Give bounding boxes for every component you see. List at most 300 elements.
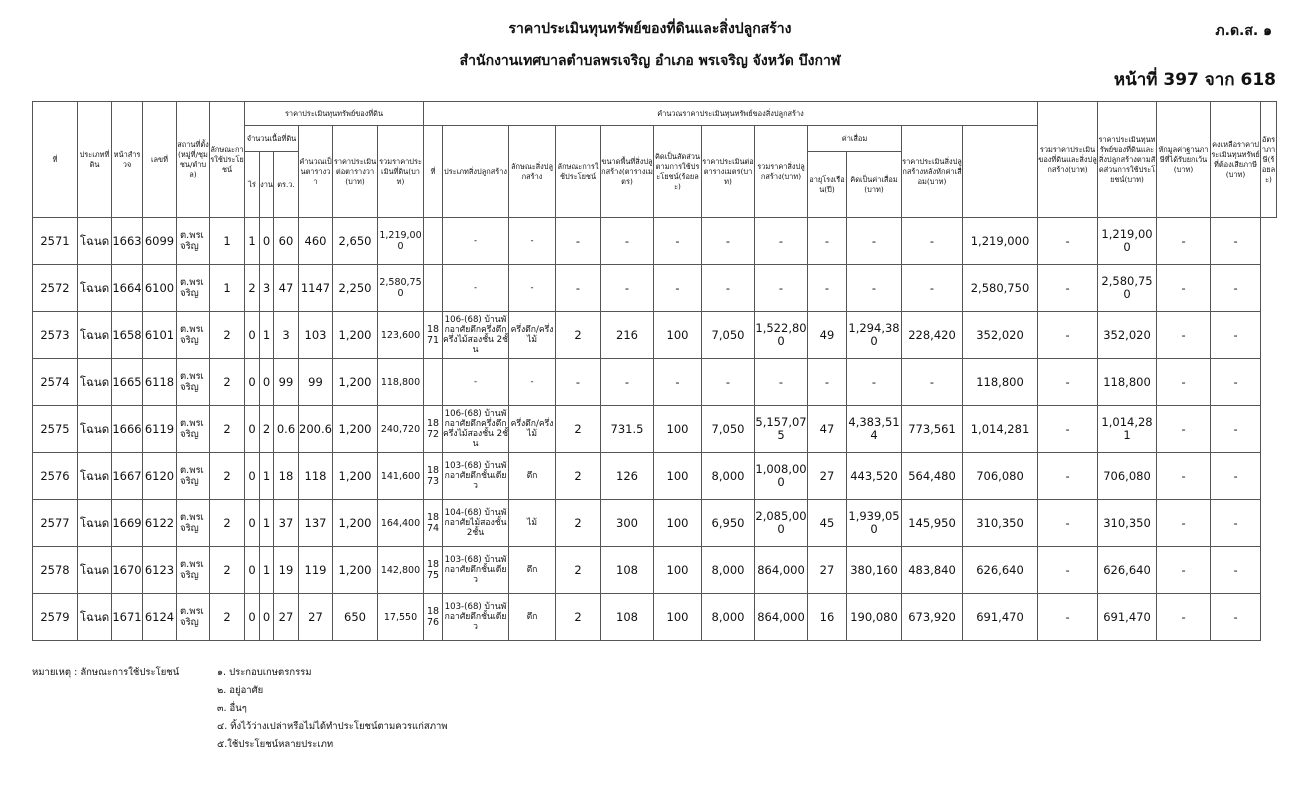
col-header-building-no: ที่ xyxy=(424,126,443,218)
col-header-building-kind: ลักษณะสิ่งปลูกสร้าง xyxy=(509,126,556,218)
cell-ngan: 1 xyxy=(260,500,274,547)
cell-b-no: 1875 xyxy=(424,547,443,594)
table-row xyxy=(33,218,1277,265)
col-header-age: อายุโรงเรือน(ปี) xyxy=(808,152,847,218)
cell-price: 1,200 xyxy=(333,359,378,406)
cell-remain: - xyxy=(1157,359,1211,406)
cell-b-no xyxy=(424,359,443,406)
cell-rate: - xyxy=(1211,312,1261,359)
cell-rai: 0 xyxy=(245,453,260,500)
col-header-building-net: ราคาประเมินสิ่งปลูกสร้างหลังหักค่าเสื่อม(บาท) xyxy=(902,126,963,218)
col-header-building-use: ลักษณะการใช้ประโยชน์ xyxy=(556,126,601,218)
cell-b-area: 126 xyxy=(601,453,654,500)
cell-price: 1,200 xyxy=(333,547,378,594)
col-header-land-type: ประเภทที่ดิน xyxy=(78,102,112,218)
cell-b-kind: ตึก xyxy=(509,594,556,641)
cell-prop: - xyxy=(1038,594,1098,641)
cell-page: 1670 xyxy=(112,547,143,594)
col-header-rai: ไร่ xyxy=(245,152,260,218)
cell-total: 1,014,281 xyxy=(963,406,1038,453)
cell-b-kind: ครึ่งตึก/ครึ่งไม้ xyxy=(509,312,556,359)
cell-b-total: - xyxy=(755,265,808,312)
cell-calc: 137 xyxy=(299,500,333,547)
cell-b-type: 106-(68) บ้านพักอาศัยตึกครึ่งตึกครึ่งไม้สองชั้น 2ชั้น xyxy=(443,406,509,453)
cell-rai: 2 xyxy=(245,265,260,312)
cell-remain: - xyxy=(1157,312,1211,359)
cell-loc: ต.พรเจริญ xyxy=(177,265,210,312)
cell-b-no xyxy=(424,265,443,312)
cell-b-use: 2 xyxy=(556,406,601,453)
cell-wa: 99 xyxy=(274,359,299,406)
cell-b-kind: - xyxy=(509,359,556,406)
cell-b-no: 1874 xyxy=(424,500,443,547)
cell-b-area: 108 xyxy=(601,594,654,641)
cell-b-total: 864,000 xyxy=(755,547,808,594)
cell-b-price: 8,000 xyxy=(702,594,755,641)
cell-total: 118,800 xyxy=(963,359,1038,406)
cell-loc: ต.พรเจริญ xyxy=(177,594,210,641)
col-header-price-per-wa: ราคาประเมินต่อตารางวา(บาท) xyxy=(333,126,378,218)
col-header-use-type: ลักษณะการใช้ประโยชน์ xyxy=(210,102,245,218)
cell-land-type: โฉนด xyxy=(78,406,112,453)
col-header-deduction: หักมูลค่าฐานภาษีที่ได้รับยกเว้น(บาท) xyxy=(1157,102,1211,218)
cell-no: 2572 xyxy=(33,265,78,312)
cell-ngan: 0 xyxy=(260,218,274,265)
table-row xyxy=(33,406,1277,453)
cell-deduct: 1,219,000 xyxy=(1098,218,1157,265)
cell-loc: ต.พรเจริญ xyxy=(177,500,210,547)
cell-wa: 60 xyxy=(274,218,299,265)
cell-land-type: โฉนด xyxy=(78,547,112,594)
cell-total: 691,470 xyxy=(963,594,1038,641)
col-header-ngan: งาน xyxy=(260,152,274,218)
cell-b-net: - xyxy=(902,359,963,406)
cell-rate: - xyxy=(1211,218,1261,265)
cell-b-kind: ไม้ xyxy=(509,500,556,547)
cell-b-total: 1,522,800 xyxy=(755,312,808,359)
cell-dep: 380,160 xyxy=(847,547,902,594)
cell-dep: - xyxy=(847,359,902,406)
cell-land-total: 2,580,750 xyxy=(378,265,424,312)
cell-b-use: 2 xyxy=(556,500,601,547)
cell-rai: 0 xyxy=(245,594,260,641)
cell-prop: - xyxy=(1038,359,1098,406)
cell-rai: 0 xyxy=(245,312,260,359)
cell-b-no: 1872 xyxy=(424,406,443,453)
table-row xyxy=(33,312,1277,359)
cell-b-area: 300 xyxy=(601,500,654,547)
cell-land-total: 141,600 xyxy=(378,453,424,500)
col-header-wa: ตร.ว. xyxy=(274,152,299,218)
cell-page: 1664 xyxy=(112,265,143,312)
cell-b-pct: 100 xyxy=(654,547,702,594)
cell-page: 1669 xyxy=(112,500,143,547)
cell-no: 2575 xyxy=(33,406,78,453)
cell-b-net: 773,561 xyxy=(902,406,963,453)
form-code: ภ.ด.ส. ๑ xyxy=(1215,23,1272,39)
report-title: ราคาประเมินทุนทรัพย์ของที่ดินและสิ่งปลูกสร้าง xyxy=(508,21,792,37)
office-name: สำนักงานเทศบาลตำบลพรเจริญ อำเภอ พรเจริญ จังหวัด บึงกาฬ xyxy=(459,53,841,69)
cell-no: 2571 xyxy=(33,218,78,265)
col-header-building-total: รวมราคาสิ่งปลูกสร้าง(บาท) xyxy=(755,126,808,218)
cell-rate: - xyxy=(1211,359,1261,406)
col-header-remaining: คงเหลือราคาประเมินทุนทรัพย์ที่ต้องเสียภาษี(บาท) xyxy=(1211,102,1261,218)
cell-prop: - xyxy=(1038,218,1098,265)
cell-price: 2,650 xyxy=(333,218,378,265)
cell-ngan: 1 xyxy=(260,547,274,594)
cell-b-net: 673,920 xyxy=(902,594,963,641)
cell-b-area: 731.5 xyxy=(601,406,654,453)
cell-b-pct: 100 xyxy=(654,500,702,547)
cell-land-total: 142,800 xyxy=(378,547,424,594)
cell-rai: 0 xyxy=(245,547,260,594)
cell-use: 2 xyxy=(210,453,245,500)
cell-b-use: 2 xyxy=(556,312,601,359)
cell-age: - xyxy=(808,218,847,265)
cell-num: 6122 xyxy=(143,500,177,547)
cell-num: 6124 xyxy=(143,594,177,641)
cell-num: 6120 xyxy=(143,453,177,500)
cell-use: 2 xyxy=(210,500,245,547)
cell-total: 310,350 xyxy=(963,500,1038,547)
cell-age: 49 xyxy=(808,312,847,359)
table-row xyxy=(33,265,1277,312)
cell-num: 6100 xyxy=(143,265,177,312)
cell-price: 1,200 xyxy=(333,453,378,500)
col-header-land-total: รวมราคาประเมินที่ดิน(บาท) xyxy=(378,126,424,218)
cell-age: 27 xyxy=(808,453,847,500)
cell-b-use: 2 xyxy=(556,547,601,594)
cell-b-total: 5,157,075 xyxy=(755,406,808,453)
col-header-building-area: ขนาดพื้นที่สิ่งปลูกสร้าง(ตารางเมตร) xyxy=(601,126,654,218)
cell-b-area: 216 xyxy=(601,312,654,359)
group-header-depreciation: ค่าเสื่อม xyxy=(808,126,902,152)
cell-prop: - xyxy=(1038,312,1098,359)
cell-use: 2 xyxy=(210,594,245,641)
table-row xyxy=(33,594,1277,641)
cell-deduct: 706,080 xyxy=(1098,453,1157,500)
note-item: ๕.ใช้ประโยชน์หลายประเภท xyxy=(217,739,334,750)
cell-b-total: - xyxy=(755,218,808,265)
cell-total: 626,640 xyxy=(963,547,1038,594)
cell-rate: - xyxy=(1211,547,1261,594)
cell-wa: 19 xyxy=(274,547,299,594)
note-item: ๒. อยู่อาศัย xyxy=(217,685,264,696)
cell-b-pct: 100 xyxy=(654,453,702,500)
cell-price: 1,200 xyxy=(333,312,378,359)
cell-b-no xyxy=(424,218,443,265)
cell-prop: - xyxy=(1038,453,1098,500)
cell-deduct: 1,014,281 xyxy=(1098,406,1157,453)
table-body xyxy=(33,218,1277,641)
cell-dep: 1,294,380 xyxy=(847,312,902,359)
cell-num: 6118 xyxy=(143,359,177,406)
cell-land-type: โฉนด xyxy=(78,218,112,265)
cell-no: 2577 xyxy=(33,500,78,547)
cell-b-pct: - xyxy=(654,359,702,406)
cell-no: 2579 xyxy=(33,594,78,641)
cell-calc: 200.6 xyxy=(299,406,333,453)
cell-total: 2,580,750 xyxy=(963,265,1038,312)
cell-rate: - xyxy=(1211,406,1261,453)
cell-b-type: 103-(68) บ้านพักอาศัยตึกชั้นเดียว xyxy=(443,453,509,500)
cell-deduct: 691,470 xyxy=(1098,594,1157,641)
table-row xyxy=(33,547,1277,594)
cell-age: - xyxy=(808,265,847,312)
cell-remain: - xyxy=(1157,547,1211,594)
cell-b-pct: - xyxy=(654,218,702,265)
col-header-total-value: รวมราคาประเมินของที่ดินและสิ่งปลูกสร้าง(บาท) xyxy=(1038,102,1098,218)
cell-b-pct: 100 xyxy=(654,594,702,641)
cell-remain: - xyxy=(1157,594,1211,641)
col-header-building-price-sqm: ราคาประเมินต่อตารางเมตร(บาท) xyxy=(702,126,755,218)
cell-deduct: 310,350 xyxy=(1098,500,1157,547)
cell-rai: 0 xyxy=(245,500,260,547)
cell-num: 6119 xyxy=(143,406,177,453)
cell-price: 650 xyxy=(333,594,378,641)
cell-prop: - xyxy=(1038,406,1098,453)
cell-land-total: 123,600 xyxy=(378,312,424,359)
cell-ngan: 2 xyxy=(260,406,274,453)
cell-b-type: 106-(68) บ้านพักอาศัยตึกครึ่งตึกครึ่งไม้สองชั้น 2ชั้น xyxy=(443,312,509,359)
cell-b-total: 864,000 xyxy=(755,594,808,641)
cell-dep: 443,520 xyxy=(847,453,902,500)
cell-use: 1 xyxy=(210,265,245,312)
note-item: ๓. อื่นๆ xyxy=(217,703,247,714)
cell-remain: - xyxy=(1157,406,1211,453)
cell-wa: 37 xyxy=(274,500,299,547)
group-header-area: จำนวนเนื้อที่ดิน xyxy=(245,126,299,152)
cell-ngan: 0 xyxy=(260,359,274,406)
cell-price: 2,250 xyxy=(333,265,378,312)
cell-price: 1,200 xyxy=(333,500,378,547)
col-header-survey-page: หน้าสำรวจ xyxy=(112,102,143,218)
cell-b-use: - xyxy=(556,265,601,312)
note-item: ๑. ประกอบเกษตรกรรม xyxy=(217,667,312,678)
table-row xyxy=(33,500,1277,547)
group-header-land: ราคาประเมินทุนทรัพย์ของที่ดิน xyxy=(245,102,424,126)
note-item: ๔. ทิ้งไว้ว่างเปล่าหรือไม่ได้ทำประโยชน์ตามควรแก่สภาพ xyxy=(217,721,448,732)
cell-b-use: 2 xyxy=(556,594,601,641)
cell-deduct: 352,020 xyxy=(1098,312,1157,359)
cell-calc: 99 xyxy=(299,359,333,406)
cell-prop: - xyxy=(1038,547,1098,594)
cell-b-use: - xyxy=(556,218,601,265)
cell-b-net: 145,950 xyxy=(902,500,963,547)
col-header-dep-amount: คิดเป็นค่าเสื่อม(บาท) xyxy=(847,152,902,218)
cell-wa: 3 xyxy=(274,312,299,359)
cell-b-net: - xyxy=(902,265,963,312)
cell-deduct: 626,640 xyxy=(1098,547,1157,594)
cell-wa: 47 xyxy=(274,265,299,312)
cell-b-price: 8,000 xyxy=(702,547,755,594)
col-header-tax-rate: อัตราภาษี(ร้อยละ) xyxy=(1261,102,1277,218)
cell-deduct: 2,580,750 xyxy=(1098,265,1157,312)
cell-b-kind: - xyxy=(509,265,556,312)
col-header-location: สถานที่ตั้ง(หมู่ที่/ชุมชน/ตำบล) xyxy=(177,102,210,218)
cell-b-use: 2 xyxy=(556,453,601,500)
cell-total: 352,020 xyxy=(963,312,1038,359)
cell-b-pct: 100 xyxy=(654,312,702,359)
cell-page: 1663 xyxy=(112,218,143,265)
notes-label: หมายเหตุ : ลักษณะการใช้ประโยชน์ xyxy=(32,667,180,678)
cell-age: 27 xyxy=(808,547,847,594)
cell-calc: 103 xyxy=(299,312,333,359)
cell-b-type: 103-(68) บ้านพักอาศัยตึกชั้นเดียว xyxy=(443,547,509,594)
cell-loc: ต.พรเจริญ xyxy=(177,406,210,453)
cell-b-price: - xyxy=(702,359,755,406)
cell-b-type: - xyxy=(443,265,509,312)
cell-remain: - xyxy=(1157,265,1211,312)
cell-b-price: - xyxy=(702,218,755,265)
group-header-building: คำนวณราคาประเมินทุนทรัพย์ของสิ่งปลูกสร้าง xyxy=(424,102,1038,126)
cell-dep: 190,080 xyxy=(847,594,902,641)
col-header-no: ที่ xyxy=(33,102,78,218)
cell-b-no: 1871 xyxy=(424,312,443,359)
cell-land-total: 1,219,000 xyxy=(378,218,424,265)
col-header-building-pct: คิดเป็นสัดส่วนตามการใช้ประโยชน์(ร้อยละ) xyxy=(654,126,702,218)
cell-no: 2573 xyxy=(33,312,78,359)
cell-num: 6099 xyxy=(143,218,177,265)
cell-b-total: 1,008,000 xyxy=(755,453,808,500)
cell-b-price: 6,950 xyxy=(702,500,755,547)
cell-page: 1671 xyxy=(112,594,143,641)
cell-use: 2 xyxy=(210,312,245,359)
cell-page: 1665 xyxy=(112,359,143,406)
cell-b-type: - xyxy=(443,359,509,406)
cell-age: - xyxy=(808,359,847,406)
cell-rate: - xyxy=(1211,265,1261,312)
cell-b-net: - xyxy=(902,218,963,265)
table-row xyxy=(33,453,1277,500)
cell-remain: - xyxy=(1157,500,1211,547)
cell-calc: 27 xyxy=(299,594,333,641)
col-header-number: เลขที่ xyxy=(143,102,177,218)
cell-no: 2578 xyxy=(33,547,78,594)
notes xyxy=(32,664,448,754)
cell-use: 2 xyxy=(210,406,245,453)
cell-b-net: 564,480 xyxy=(902,453,963,500)
cell-wa: 18 xyxy=(274,453,299,500)
cell-b-area: 108 xyxy=(601,547,654,594)
cell-land-total: 118,800 xyxy=(378,359,424,406)
cell-ngan: 3 xyxy=(260,265,274,312)
cell-b-area: - xyxy=(601,359,654,406)
cell-rate: - xyxy=(1211,453,1261,500)
cell-land-type: โฉนด xyxy=(78,265,112,312)
cell-land-type: โฉนด xyxy=(78,453,112,500)
cell-ngan: 1 xyxy=(260,453,274,500)
cell-b-area: - xyxy=(601,218,654,265)
cell-b-type: 103-(68) บ้านพักอาศัยตึกชั้นเดียว xyxy=(443,594,509,641)
cell-land-total: 164,400 xyxy=(378,500,424,547)
cell-b-total: - xyxy=(755,359,808,406)
cell-use: 2 xyxy=(210,359,245,406)
cell-calc: 119 xyxy=(299,547,333,594)
cell-rate: - xyxy=(1211,594,1261,641)
cell-calc: 460 xyxy=(299,218,333,265)
cell-land-type: โฉนด xyxy=(78,500,112,547)
cell-calc: 118 xyxy=(299,453,333,500)
cell-age: 16 xyxy=(808,594,847,641)
cell-b-type: 104-(68) บ้านพักอาศัยไม้สองชั้น 2ชั้น xyxy=(443,500,509,547)
cell-ngan: 1 xyxy=(260,312,274,359)
assessment-table xyxy=(32,101,1277,641)
cell-age: 47 xyxy=(808,406,847,453)
cell-b-pct: 100 xyxy=(654,406,702,453)
cell-b-price: 7,050 xyxy=(702,406,755,453)
cell-page: 1667 xyxy=(112,453,143,500)
cell-loc: ต.พรเจริญ xyxy=(177,359,210,406)
cell-wa: 27 xyxy=(274,594,299,641)
cell-b-no: 1873 xyxy=(424,453,443,500)
cell-loc: ต.พรเจริญ xyxy=(177,547,210,594)
page-indicator: หน้าที่ 397 จาก 618 xyxy=(1113,70,1276,90)
cell-use: 1 xyxy=(210,218,245,265)
cell-b-pct: - xyxy=(654,265,702,312)
cell-page: 1658 xyxy=(112,312,143,359)
cell-land-type: โฉนด xyxy=(78,594,112,641)
cell-ngan: 0 xyxy=(260,594,274,641)
cell-b-price: 7,050 xyxy=(702,312,755,359)
cell-no: 2576 xyxy=(33,453,78,500)
cell-num: 6123 xyxy=(143,547,177,594)
cell-loc: ต.พรเจริญ xyxy=(177,218,210,265)
col-header-prop-value: ราคาประเมินทุนทรัพย์ของที่ดินและสิ่งปลูกสร้างตามสัดส่วนการใช้ประโยชน์(บาท) xyxy=(1098,102,1157,218)
cell-rate: - xyxy=(1211,500,1261,547)
cell-b-net: 483,840 xyxy=(902,547,963,594)
cell-total: 706,080 xyxy=(963,453,1038,500)
cell-land-total: 240,720 xyxy=(378,406,424,453)
cell-land-type: โฉนด xyxy=(78,312,112,359)
cell-loc: ต.พรเจริญ xyxy=(177,312,210,359)
cell-price: 1,200 xyxy=(333,406,378,453)
cell-prop: - xyxy=(1038,500,1098,547)
cell-remain: - xyxy=(1157,218,1211,265)
cell-rai: 0 xyxy=(245,359,260,406)
cell-land-total: 17,550 xyxy=(378,594,424,641)
cell-b-kind: ตึก xyxy=(509,547,556,594)
cell-dep: 4,383,514 xyxy=(847,406,902,453)
cell-page: 1666 xyxy=(112,406,143,453)
cell-rai: 0 xyxy=(245,406,260,453)
table-row xyxy=(33,359,1277,406)
cell-total: 1,219,000 xyxy=(963,218,1038,265)
col-header-total-wa: คำนวณเป็นตารางวา xyxy=(299,126,333,218)
cell-loc: ต.พรเจริญ xyxy=(177,453,210,500)
cell-dep: 1,939,050 xyxy=(847,500,902,547)
cell-deduct: 118,800 xyxy=(1098,359,1157,406)
cell-use: 2 xyxy=(210,547,245,594)
cell-b-area: - xyxy=(601,265,654,312)
cell-remain: - xyxy=(1157,453,1211,500)
cell-land-type: โฉนด xyxy=(78,359,112,406)
cell-b-type: - xyxy=(443,218,509,265)
cell-b-net: 228,420 xyxy=(902,312,963,359)
cell-prop: - xyxy=(1038,265,1098,312)
cell-rai: 1 xyxy=(245,218,260,265)
cell-b-use: - xyxy=(556,359,601,406)
cell-dep: - xyxy=(847,265,902,312)
cell-b-no: 1876 xyxy=(424,594,443,641)
col-header-building-type: ประเภทสิ่งปลูกสร้าง xyxy=(443,126,509,218)
cell-num: 6101 xyxy=(143,312,177,359)
cell-b-price: - xyxy=(702,265,755,312)
cell-b-price: 8,000 xyxy=(702,453,755,500)
cell-b-kind: ครึ่งตึก/ครึ่งไม้ xyxy=(509,406,556,453)
cell-no: 2574 xyxy=(33,359,78,406)
cell-calc: 1147 xyxy=(299,265,333,312)
